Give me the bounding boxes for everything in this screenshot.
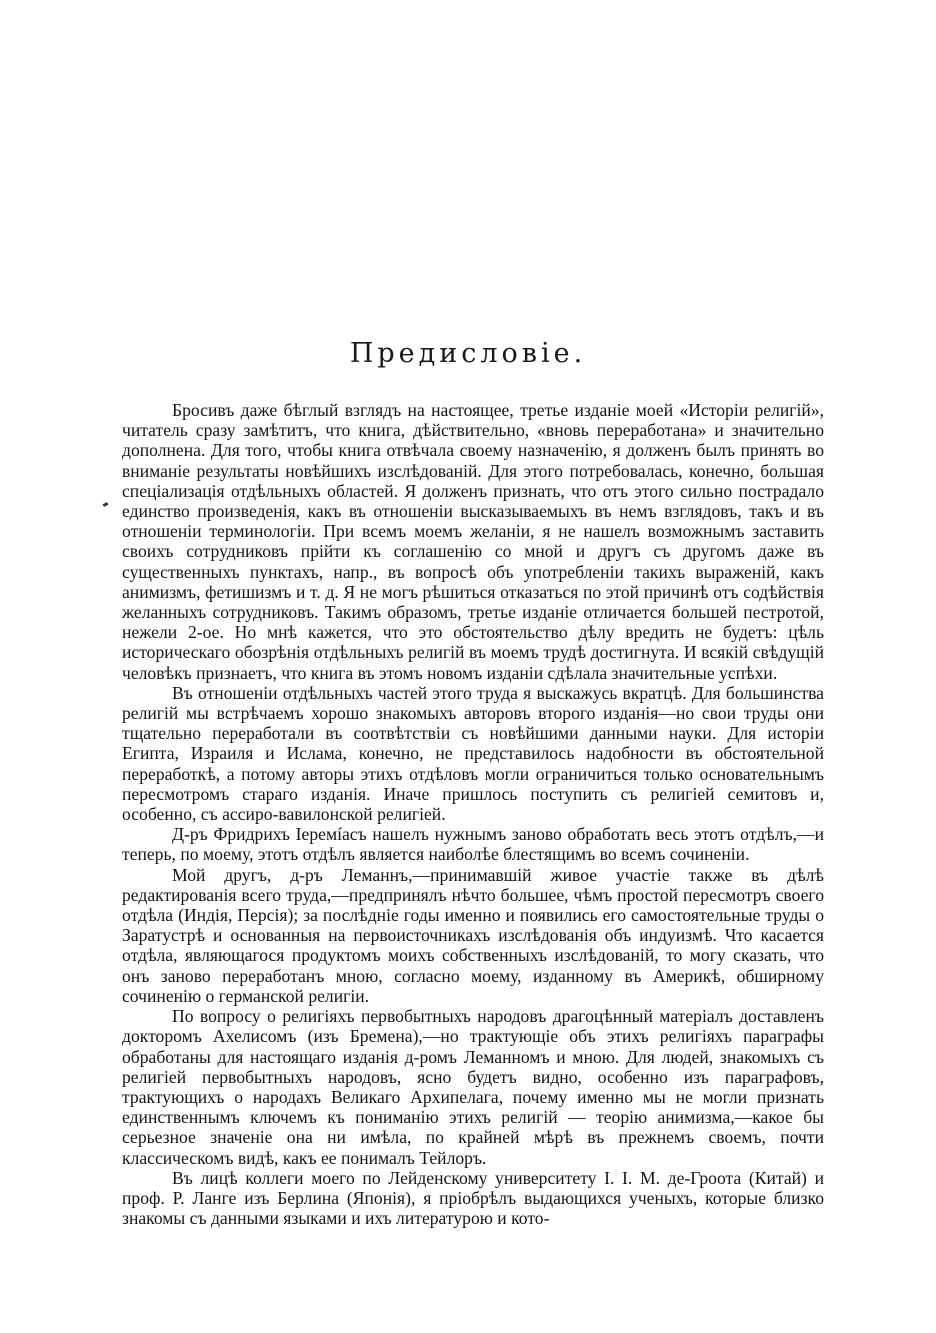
preface-body — [122, 400, 824, 1228]
paragraph-2: Въ отношеніи отдѣльныхъ частей этого труда я выскажусь вкратцѣ. Для большинства религій мы встрѣчаемъ хорошо знакомыхъ авторовъ второго изданія—но свои труды они тщательно переработали въ соотвѣтствіи съ новѣйшими данными науки. Для исторіи Египта, Израиля и Ислама, конечно, не представилось надобности въ обстоятельной переработкѣ, а потому авторы этихъ отдѣловъ могли ограничиться только основательнымъ пересмотромъ стараго изданія. Иначе пришлось поступить съ религіей семитовъ и, особенно, съ ассиро-вавилонской религіей. — [122, 682, 824, 825]
paragraph-3: Д-ръ Фридрихъ Іеремíасъ нашелъ нужнымъ заново обработать весь этотъ отдѣлъ,—и теперь, по моему, этотъ отдѣлъ является наиболѣе блестящимъ во всемъ сочиненіи. — [122, 824, 824, 865]
page-title: Предисловіе. — [349, 338, 587, 369]
paragraph-6: Въ лицѣ коллеги моего по Лейденскому университету І. І. М. де-Гроота (Китай) и проф. Р. Ланге изъ Берлина (Японія), я пріобрѣлъ выдающихся ученыхъ, которые близко знакомы съ данными языками и ихъ литературою и кото- — [122, 1167, 824, 1229]
paragraph-5: По вопросу о религіяхъ первобытныхъ народовъ драгоцѣнный матеріалъ доставленъ докторомъ Ахелисомъ (изъ Бремена),—но трактующіе объ этихъ религіяхъ параграфы обработаны для настоящаго изданія д-ромъ Леманномъ и мною. Для людей, знакомыхъ съ религіей первобытныхъ народовъ, ясно будетъ видно, особенно изъ параграфовъ, трактующихъ о народахъ Великаго Архипелага, почему именно мы не могли признать единственнымъ ключемъ къ пониманію этихъ религій — теорію анимизма,—какое бы серьезное значеніе она ни имѣла, по крайней мѣрѣ въ прежнемъ своемъ, почти классическомъ видѣ, какъ ее понималъ Тейлоръ. — [122, 1006, 824, 1168]
paragraph-4: Мой другъ, д-ръ Леманнъ,—принимавшій живое участіе также въ дѣлѣ редактированія всего труда,—предпринялъ нѣчто большее, чѣмъ простой пересмотръ своего отдѣла (Индія, Персія); за послѣдніе годы именно и появились его самостоятельные труды о Заратустрѣ и основанныя на первоисточникахъ изслѣдованія объ индуизмѣ. Что касается отдѣла, являющагося продуктомъ моихъ собственныхъ изслѣдованій, то могу сказать, что онъ заново переработанъ мною, согласно моему, изданному въ Америкѣ, обширному сочиненію о германской религіи. — [122, 864, 824, 1006]
stray-ink-mark — [103, 502, 109, 507]
paragraph-1: Бросивъ даже бѣглый взглядъ на настоящее, третье изданіе моей «Исторіи религій», читатель сразу замѣтитъ, что книга, дѣйствительно, «вновь переработана» и значительно дополнена. Для того, чтобы книга отвѣчала своему назначенію, я долженъ былъ принять во вниманіе результаты новѣйшихъ изслѣдованій. Для этого потребовалась, конечно, большая спеціализація отдѣльныхъ областей. Я долженъ признать, что отъ этого сильно пострадало единство произведенія, какъ въ отношеніи высказываемыхъ въ немъ взглядовъ, такъ и въ отношеніи терминологіи. При всемъ моемъ желаніи, я не нашелъ возможнымъ заставить своихъ сотрудниковъ прійти къ соглашенію со мной и другъ съ другомъ даже въ существенныхъ пунктахъ, напр., въ вопросѣ объ употребленіи такихъ выраженій, какъ анимизмъ, фетишизмъ и т. д. Я не могъ рѣшиться отказаться по этой причинѣ отъ содѣйствія желанныхъ сотрудниковъ. Такимъ образомъ, третье изданіе отличается большей пестротой, нежели 2-ое. Но мнѣ кажется, что это обстоятельство дѣлу вредить не будетъ: цѣль историческаго обозрѣнія отдѣльныхъ религій въ моемъ трудѣ достигнута. И всякій свѣдущій человѣкъ признаетъ, что книга въ этомъ новомъ изданіи сдѣлала значительные успѣхи. — [122, 400, 824, 683]
